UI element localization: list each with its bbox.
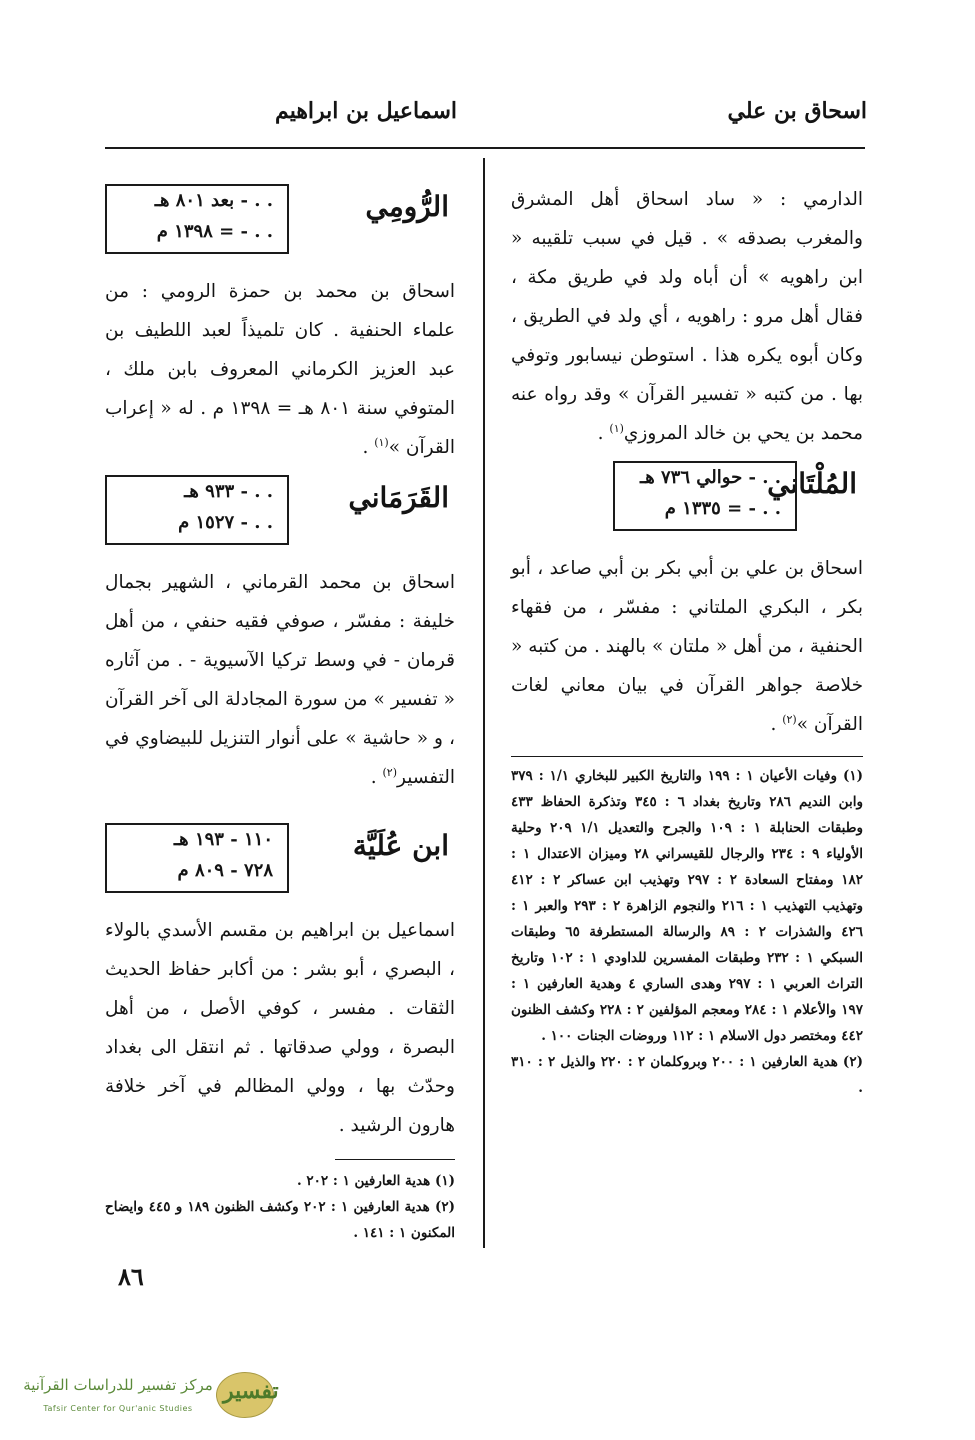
footnote-marker: (٢): [782, 712, 797, 726]
footnote-rule: [335, 1159, 455, 1160]
footnote-rule: [511, 756, 863, 757]
logo-arabic-name: مركز تفسير للدراسات القرآنية: [23, 1376, 213, 1394]
footnote-marker: (٢): [382, 765, 397, 779]
right-column: [511, 180, 863, 1101]
entry-text: اسحاق بن علي بن أبي بكر بن أبي صاعد ، أبو بكر ، البكري الملتاني : مفسّر ، من فقهاء الحنفية ، من أهل « ملتان » بالهند . من كتبه « خلاصة جواهر القرآن في بيان معاني لغات القرآن »$^{(٢)}$ .: [511, 558, 863, 735]
entry-name: الرُّومِي: [365, 190, 449, 223]
left-column: [105, 180, 455, 1246]
page-number: ٨٦: [118, 1262, 144, 1291]
logo-english-name: Tafsir Center for Qur'anic Studies: [43, 1404, 193, 1413]
running-header-left: اسماعيل بن ابراهيم: [275, 98, 457, 124]
footnote-2: (٢) هدية العارفين ١ : ٢٠٢ وكشف الظنون ١٨٩ و ٤٤٥ وايضاح المكنون ١ : ١٤١ .: [105, 1199, 456, 1241]
entry-heading-qaramani: [105, 471, 455, 553]
entry-name: المُلْتَاني: [767, 467, 857, 500]
header-rule: [105, 147, 865, 149]
date-hijri: ١١٠ - ١٩٣ هـ: [173, 829, 273, 850]
footnotes: [105, 1168, 455, 1246]
entry-heading-rumi: [105, 180, 455, 262]
footnote-1: (١) هدية العارفين ١ : ٢٠٢ .: [297, 1173, 455, 1189]
footnote-2: (٢) هدية العارفين ١ : ٢٠٠ وبروكلمان ٢ : ٢٢٠ والذيل ٢ : ٣١٠ .: [511, 1054, 863, 1096]
date-gregorian: ٧٢٨ - ٨٠٩ م: [177, 860, 273, 881]
date-gregorian: . . - = ١٣٩٨ م: [156, 221, 273, 242]
running-header-right: اسحاق بن علي: [727, 98, 867, 124]
footnote-marker: (١): [374, 435, 389, 449]
entry-name: ابن عُلَيَّة: [352, 829, 449, 862]
publisher-logo: [18, 1370, 288, 1428]
footnotes: [511, 763, 863, 1101]
entry-continuation: الدارمي : « ساد اسحاق أهل المشرق والمغرب بصدقه » . قيل في سبب تلقيبه « ابن راهويه » أن أباه ولد في طريق مكة ، فقال أهل مرو : راهويه ، أي ولد في الطريق ، وكان أبوه يكره هذا . استوطن نيسابور وتوفي بها . من كتبه « تفسير القرآن » وقد رواه عنه محمد بن يحي بن خالد المروزي$^{(١)}$ .: [511, 189, 863, 444]
entry-text: اسحاق بن محمد بن حمزة الرومي : من علماء الحنفية . كان تلميذاً لعبد اللطيف بن عبد العزيز الكرماني المعروف بابن ملك ، المتوفي سنة ٨٠١ هـ = ١٣٩٨ م . له « إعراب القرآن »$^{(١)}$ .: [105, 281, 455, 458]
date-bracket: [107, 184, 287, 254]
date-gregorian: . . - ١٥٢٧ م: [178, 512, 273, 533]
date-hijri: . . - حوالي ٧٣٦ هـ: [639, 467, 781, 488]
logo-mark: تفسير: [223, 1378, 279, 1404]
entry-name: القَرَمَاني: [348, 481, 449, 514]
date-bracket: [107, 823, 287, 893]
footnote-1: (١) وفيات الأعيان ١ : ١٩٩ والتاريخ الكبير للبخاري ١/١ : ٣٧٩ وابن النديم ٢٨٦ وتاريخ بغداد ٦ : ٣٤٥ وتذكرة الحفاظ ٤٣٣ وطبقات الحنابلة ١ : ١٠٩ والجرح والتعديل ١/١ ٢٠٩ وحلية الأولياء ٩ : ٢٣٤ والرجال للقيسراني ٢٨ وميزان الاعتدال ١ : ١٨٢ ومفتاح السعادة ٢ : ٢٩٧ وتهذيب ابن عساكر ٢ : ٤١٢ وتهذيب التهذيب ١ : ٢١٦ والنجوم الزاهرة ٢ : ٢٩٣ والعبر ١ : ٤٢٦ والشذرات ٢ : ٨٩ والرسالة المستطرفة ٦٥ وطبقات السبكي ١ : ٢٣٢ وطبقات المفسرين للداودي ١ : ١٠٢ وتاريخ التراث العربي ١ : ٢٩٧ وهدى الساري ٤ وهدية العارفين ١ : ١٩٧ والأعلام ١ : ٢٨٤ ومعجم المؤلفين ٢ : ٢٢٨ وكشف الظنون ٤٤٢ ومختصر دول الاسلام ١ : ١١٢ وروضات الجنات ١٠٠ .: [511, 768, 864, 1044]
entry-text: اسحاق بن محمد القرماني ، الشهير بجمال خليفة : مفسّر ، صوفي فقيه حنفي ، من أهل قرمان - في وسط تركيا الآسيوية - . من آثاره « تفسير » من سورة المجادلة الى آخر القرآن ، و « حاشية » على أنوار التنزيل للبيضاوي في التفسير$^{(٢)}$ .: [105, 572, 455, 788]
date-hijri: . . - ٩٣٣ هـ: [184, 481, 273, 502]
date-bracket: [107, 475, 287, 545]
column-divider: [483, 158, 485, 1248]
date-hijri: . . - بعد ٨٠١ هـ: [154, 190, 273, 211]
entry-heading-ibn-ulayya: [105, 819, 455, 901]
entry-text: اسماعيل بن ابراهيم بن مقسم الأسدي بالولاء ، البصري ، أبو بشر : من أكابر حفاظ الحديث الثقات . مفسر ، كوفي الأصل ، من أهل البصرة ، وولي صدقاتها . ثم انتقل الى بغداد وحدّث بها ، وولي المظالم في آخر خلافة هارون الرشيد .: [105, 920, 455, 1136]
date-gregorian: . . - = ١٣٣٥ م: [664, 498, 781, 519]
entry-heading-multani: [511, 457, 863, 539]
date-bracket: [615, 461, 795, 531]
footnote-marker: (١): [609, 421, 624, 435]
